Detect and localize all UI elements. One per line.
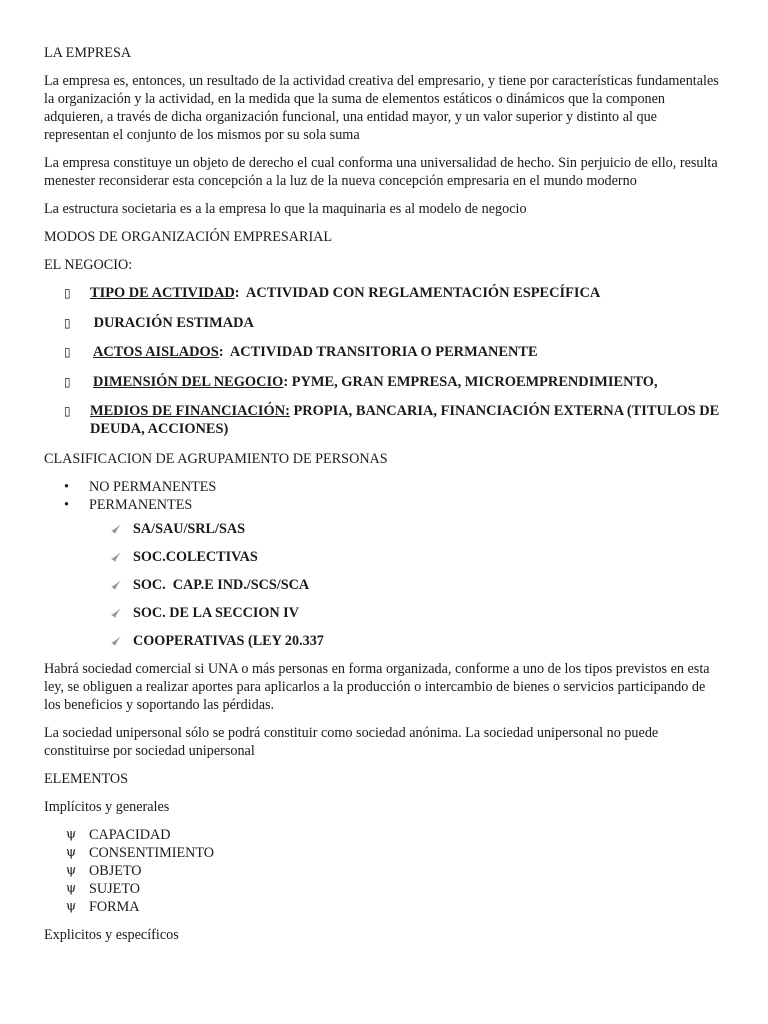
negocio-item-separator: :: [234, 285, 240, 301]
list-item: [44, 826, 724, 844]
list-item-label: SA/SAU/SRL/SAS: [133, 520, 245, 537]
list-item-label: SUJETO: [89, 880, 140, 897]
list-item: [44, 548, 724, 566]
list-item-label: FORMA: [89, 898, 140, 915]
negocio-item-value: PROPIA, BANCARIA, FINANCIACIÓN EXTERNA (TITULOS DE DEUDA, ACCIONES): [90, 403, 720, 437]
negocio-item-tipo-actividad: [44, 284, 724, 302]
missing-glyph-bullet-icon: ▯: [64, 345, 71, 359]
negocio-item-value: PYME, GRAN EMPRESA, MICROEMPRENDIMIENTO,: [288, 373, 658, 390]
psi-bullet-icon: ψ: [66, 898, 77, 914]
list-item: [44, 520, 724, 538]
negocio-heading: EL NEGOCIO:: [44, 257, 133, 273]
negocio-list: [44, 284, 724, 438]
elementos-heading: ELEMENTOS: [44, 770, 129, 787]
list-item-label: SOC.COLECTIVAS: [133, 548, 258, 565]
list-item: [44, 880, 724, 898]
missing-glyph-bullet-icon: ▯: [64, 286, 71, 300]
psi-bullet-icon: ψ: [66, 844, 77, 860]
missing-glyph-bullet-icon: ▯: [64, 374, 71, 389]
list-item-label: CAPACIDAD: [89, 826, 171, 843]
intro-paragraph-1: La empresa es, entonces, un resultado de la actividad creativa del empresario, y tiene por características fundamentales la organización y la actividad, en la medida que la suma de elementos estáticos o dinámicos que la componen adquieren, a través de dicha organización funcional, una entidad mayor, y un valor superior y distinto al que representan el conjunto de los mismos por su sola suma: [44, 73, 719, 143]
bullet-dot-icon: •: [64, 496, 69, 513]
clasificacion-heading: CLASIFICACION DE AGRUPAMIENTO DE PERSONAS: [44, 450, 388, 467]
psi-bullet-icon: ψ: [66, 826, 77, 842]
psi-bullet-icon: ψ: [66, 862, 77, 878]
list-item: [44, 632, 724, 650]
negocio-item-dimension: [44, 373, 724, 391]
negocio-item-duracion: [44, 314, 724, 332]
list-item: [44, 576, 724, 594]
negocio-item-separator: :: [283, 373, 289, 390]
psi-bullet-icon: ψ: [66, 880, 77, 896]
checkmark-bullet-icon: [110, 635, 122, 647]
document-page: [44, 44, 724, 954]
list-item-label: OBJETO: [89, 862, 142, 879]
negocio-item-medios-financiacion: [44, 402, 724, 438]
checkmark-bullet-icon: [110, 607, 122, 619]
intro-paragraph-3: La estructura societaria es a la empresa lo que la maquinaria es al modelo de negocio: [44, 201, 527, 217]
sociedad-paragraph-1: Habrá sociedad comercial si UNA o más personas en forma organizada, conforme a uno de los tipos previstos en esta ley, se obliguen a realizar aportes para aplicarlos a la producción o intercambio de bienes o servicios participando de los beneficios y soportando las pérdidas.: [44, 660, 710, 713]
list-item: [44, 898, 724, 916]
explicitos-heading: Explicitos y específicos: [44, 926, 179, 943]
intro-paragraph-2: La empresa constituye un objeto de derecho el cual conforma una universalidad de hecho. Sin perjuicio de ello, resulta menester reconsiderar esta concepción a la luz de la nueva concepción empresaria en el mundo moderno: [44, 155, 718, 189]
negocio-item-value: ACTIVIDAD TRANSITORIA O PERMANENTE: [223, 344, 538, 360]
negocio-item-value: DURACIÓN ESTIMADA: [90, 314, 254, 331]
list-item: [44, 862, 724, 880]
document-title: LA EMPRESA: [44, 45, 132, 61]
list-item-label: NO PERMANENTES: [89, 478, 217, 495]
modos-heading: MODOS DE ORGANIZACIÓN EMPRESARIAL: [44, 229, 333, 245]
list-item-label: PERMANENTES: [89, 496, 193, 513]
negocio-item-actos-aislados: [44, 343, 724, 361]
negocio-item-label: TIPO DE ACTIVIDAD: [90, 285, 235, 301]
negocio-item-label: MEDIOS DE FINANCIACIÓN:: [90, 403, 290, 419]
implicitos-list: [44, 826, 724, 916]
clasificacion-list: [44, 478, 724, 514]
missing-glyph-bullet-icon: ▯: [64, 315, 71, 330]
list-item-label: SOC. CAP.E IND./SCS/SCA: [133, 576, 310, 593]
bullet-dot-icon: •: [64, 478, 69, 495]
missing-glyph-bullet-icon: ▯: [64, 404, 71, 418]
checkmark-bullet-icon: [110, 523, 122, 535]
list-item-label: CONSENTIMIENTO: [89, 844, 215, 861]
negocio-item-value: ACTIVIDAD CON REGLAMENTACIÓN ESPECÍFICA: [239, 285, 601, 301]
implicitos-heading: Implícitos y generales: [44, 798, 170, 815]
list-item: [44, 496, 724, 514]
permanentes-list: [44, 520, 724, 650]
negocio-item-label: ACTOS AISLADOS: [93, 344, 219, 360]
checkmark-bullet-icon: [110, 551, 122, 563]
negocio-item-label: DIMENSIÓN DEL NEGOCIO: [93, 373, 284, 390]
list-item: [44, 604, 724, 622]
negocio-item-separator: :: [218, 344, 224, 360]
list-item-label: SOC. DE LA SECCION IV: [133, 604, 299, 621]
sociedad-paragraph-2: La sociedad unipersonal sólo se podrá constituir como sociedad anónima. La sociedad unipersonal no puede constituirse por sociedad unipersonal: [44, 724, 659, 759]
checkmark-bullet-icon: [110, 579, 122, 591]
list-item: [44, 478, 724, 496]
list-item-label: COOPERATIVAS (LEY 20.337: [133, 632, 324, 649]
list-item: [44, 844, 724, 862]
